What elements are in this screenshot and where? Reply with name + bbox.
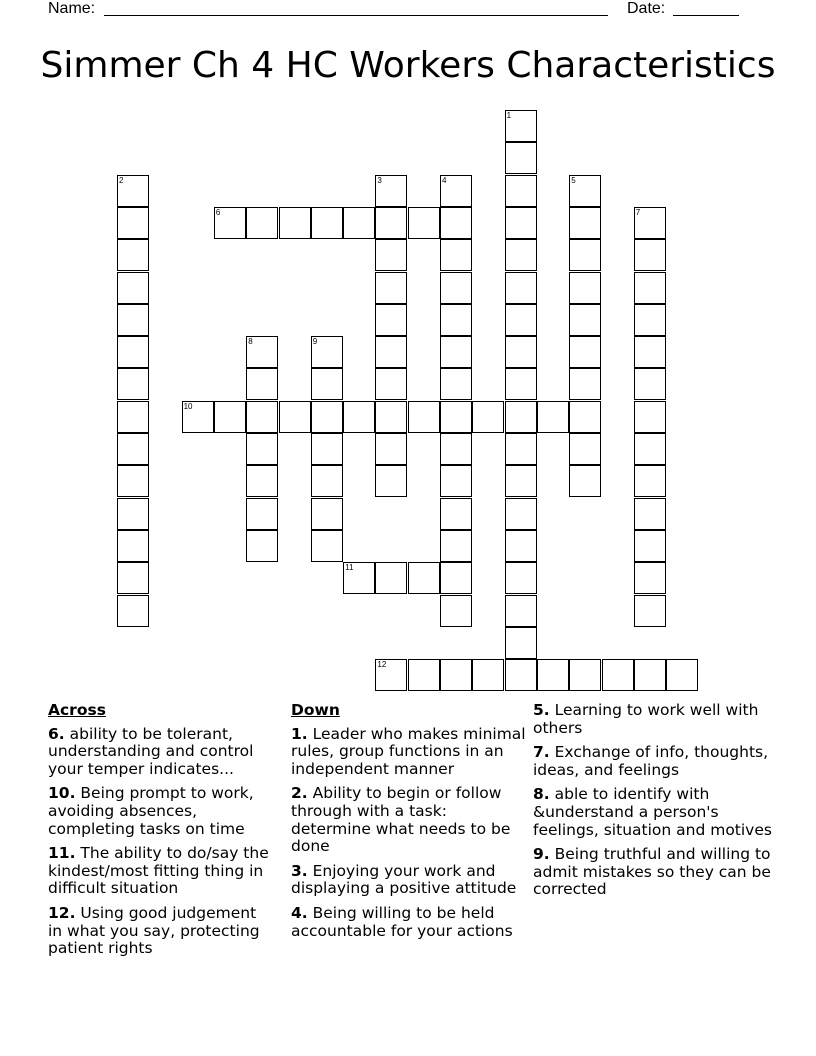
grid-cell[interactable] (505, 304, 537, 336)
grid-cell[interactable] (117, 304, 149, 336)
across-clue-10 (48, 785, 273, 838)
grid-cell[interactable] (505, 175, 537, 207)
cell-number: 9 (312, 337, 318, 347)
grid-cell[interactable] (311, 401, 343, 433)
clue-number: 3. (291, 861, 308, 880)
grid-cell[interactable] (634, 562, 666, 594)
grid-cell[interactable] (375, 304, 407, 336)
grid-cell[interactable] (408, 401, 440, 433)
across-clue-11 (48, 845, 273, 898)
clue-text: Using good judgement in what you say, protecting patient rights (48, 903, 260, 958)
across-heading: Across (48, 701, 106, 719)
grid-cell[interactable] (505, 465, 537, 497)
grid-cell[interactable] (634, 272, 666, 304)
clue-text: The ability to do/say the kindest/most fitting thing in difficult situation (48, 844, 269, 898)
grid-cell[interactable] (246, 368, 278, 400)
grid-cell[interactable] (634, 207, 666, 239)
clue-number: 1. (291, 724, 308, 743)
clue-number: 7. (533, 743, 550, 762)
cell-number: 2 (119, 175, 124, 185)
grid-cell[interactable] (472, 401, 504, 433)
grid-cell[interactable] (117, 498, 149, 530)
grid-cell[interactable] (279, 401, 311, 433)
grid-cell[interactable] (440, 239, 472, 271)
clue-text: Ability to begin or follow through with a task: determine what needs to be done (291, 784, 511, 856)
page-title: Simmer Ch 4 HC Workers Characteristics (40, 45, 776, 86)
clue-number: 9. (533, 845, 550, 864)
grid-cell[interactable] (375, 401, 407, 433)
clue-text: Learning to work well with others (533, 701, 759, 737)
grid-cell[interactable] (246, 336, 278, 368)
clue-number: 6. (48, 724, 65, 743)
grid-cell[interactable] (505, 239, 537, 271)
cell-number: 7 (635, 207, 641, 217)
clue-text: Being willing to be held accountable for your actions (291, 903, 513, 940)
clue-number: 12. (48, 903, 76, 922)
down-clue-8 (533, 786, 773, 839)
grid-cell[interactable] (634, 465, 666, 497)
clue-text: Leader who makes minimal rules, group functions in an independent manner (291, 724, 526, 778)
grid-cell[interactable] (440, 562, 472, 594)
down-clue-2 (291, 785, 526, 855)
down-heading: Down (291, 701, 340, 719)
date-label: Date: (627, 0, 666, 17)
grid-cell[interactable] (505, 207, 537, 239)
grid-cell[interactable] (117, 368, 149, 400)
cell-number: 10 (183, 401, 193, 411)
grid-cell[interactable] (375, 175, 407, 207)
grid-cell[interactable] (375, 562, 407, 594)
clue-text: Enjoying your work and displaying a positive attitude (291, 861, 517, 898)
down-clue-1 (291, 726, 526, 779)
grid-cell[interactable] (440, 175, 472, 207)
clue-text: able to identify with &understand a person's feelings, situation and motives (533, 785, 772, 839)
grid-cell[interactable] (117, 401, 149, 433)
grid-cell[interactable] (117, 272, 149, 304)
grid-cell[interactable] (505, 142, 537, 174)
down-clue-5 (533, 702, 773, 737)
down-clues (291, 702, 526, 947)
grid-cell[interactable] (440, 498, 472, 530)
cell-number: 11 (345, 563, 354, 573)
down-clues-continued (533, 702, 773, 906)
grid-cell[interactable] (440, 304, 472, 336)
grid-cell[interactable] (634, 368, 666, 400)
grid-cell[interactable] (246, 207, 278, 239)
grid-cell[interactable] (505, 368, 537, 400)
grid-cell[interactable] (182, 401, 214, 433)
clue-text: Being prompt to work, avoiding absences, completing tasks on time (48, 784, 254, 838)
grid-cell[interactable] (214, 401, 246, 433)
grid-cell[interactable] (634, 595, 666, 627)
grid-cell[interactable] (343, 562, 375, 594)
grid-cell[interactable] (440, 659, 472, 691)
grid-cell[interactable] (440, 336, 472, 368)
grid-cell[interactable] (569, 272, 601, 304)
cell-number: 8 (248, 337, 253, 347)
across-clue-6 (48, 726, 273, 779)
grid-cell[interactable] (117, 239, 149, 271)
grid-cell[interactable] (634, 336, 666, 368)
clue-text: ability to be tolerant, understanding and control your temper indicates... (48, 724, 254, 778)
grid-cell[interactable] (375, 207, 407, 239)
grid-cell[interactable] (343, 207, 375, 239)
grid-cell[interactable] (117, 175, 149, 207)
grid-cell[interactable] (311, 465, 343, 497)
down-clue-9 (533, 846, 773, 899)
grid-cell[interactable] (279, 207, 311, 239)
grid-cell[interactable] (505, 272, 537, 304)
grid-cell[interactable] (117, 207, 149, 239)
clue-number: 10. (48, 784, 76, 803)
grid-cell[interactable] (569, 336, 601, 368)
grid-cell[interactable] (311, 433, 343, 465)
grid-cell[interactable] (634, 239, 666, 271)
clue-text: Being truthful and willing to admit mistakes so they can be corrected (533, 845, 771, 899)
grid-cell[interactable] (440, 530, 472, 562)
clue-number: 4. (291, 903, 308, 922)
grid-cell[interactable] (472, 659, 504, 691)
grid-cell[interactable] (117, 433, 149, 465)
grid-cell[interactable] (634, 401, 666, 433)
grid-cell[interactable] (375, 465, 407, 497)
cell-number: 4 (442, 175, 447, 185)
grid-cell[interactable] (311, 498, 343, 530)
grid-cell[interactable] (505, 595, 537, 627)
cell-number: 12 (377, 660, 387, 670)
grid-cell[interactable] (117, 336, 149, 368)
grid-cell[interactable] (375, 659, 407, 691)
grid-cell[interactable] (246, 401, 278, 433)
grid-cell[interactable] (505, 401, 537, 433)
grid-cell[interactable] (634, 304, 666, 336)
grid-cell[interactable] (537, 401, 569, 433)
grid-cell[interactable] (311, 368, 343, 400)
grid-cell[interactable] (440, 272, 472, 304)
grid-cell[interactable] (408, 207, 440, 239)
grid-cell[interactable] (440, 433, 472, 465)
grid-cell[interactable] (634, 530, 666, 562)
grid-cell[interactable] (505, 336, 537, 368)
grid-cell[interactable] (505, 530, 537, 562)
grid-cell[interactable] (505, 562, 537, 594)
grid-cell[interactable] (408, 562, 440, 594)
grid-cell[interactable] (343, 401, 375, 433)
grid-cell[interactable] (569, 207, 601, 239)
cell-number: 1 (506, 111, 512, 120)
grid-cell[interactable] (505, 433, 537, 465)
clue-number: 2. (291, 784, 308, 803)
grid-cell[interactable] (246, 530, 278, 562)
grid-cell[interactable] (311, 207, 343, 239)
grid-cell[interactable] (569, 465, 601, 497)
grid-cell[interactable] (375, 433, 407, 465)
grid-cell[interactable] (602, 659, 634, 691)
grid-cell[interactable] (569, 239, 601, 271)
grid-cell[interactable] (117, 465, 149, 497)
grid-cell[interactable] (246, 433, 278, 465)
down-clue-7 (533, 744, 773, 779)
grid-cell[interactable] (569, 401, 601, 433)
grid-cell[interactable] (117, 595, 149, 627)
name-label: Name: (48, 0, 96, 17)
across-clue-12 (48, 905, 273, 958)
grid-cell[interactable] (440, 595, 472, 627)
grid-cell[interactable] (634, 659, 666, 691)
cell-number: 5 (571, 175, 576, 185)
clue-text: Exchange of info, thoughts, ideas, and feelings (533, 743, 769, 779)
grid-cell[interactable] (569, 304, 601, 336)
grid-cell[interactable] (505, 627, 537, 659)
grid-cell[interactable] (634, 498, 666, 530)
grid-cell[interactable] (117, 562, 149, 594)
cell-number: 6 (215, 207, 221, 217)
clue-number: 8. (533, 785, 550, 804)
grid-cell[interactable] (246, 465, 278, 497)
grid-cell[interactable] (117, 530, 149, 562)
grid-cell[interactable] (214, 207, 246, 239)
grid-cell[interactable] (440, 207, 472, 239)
grid-cell[interactable] (666, 659, 698, 691)
grid-cell[interactable] (440, 401, 472, 433)
grid-cell[interactable] (408, 659, 440, 691)
grid-cell[interactable] (311, 336, 343, 368)
grid-cell[interactable] (375, 336, 407, 368)
grid-cell[interactable] (569, 368, 601, 400)
grid-cell[interactable] (246, 498, 278, 530)
grid-cell[interactable] (375, 368, 407, 400)
grid-cell[interactable] (505, 110, 537, 142)
grid-cell[interactable] (569, 659, 601, 691)
grid-cell[interactable] (569, 175, 601, 207)
grid-cell[interactable] (505, 659, 537, 691)
grid-cell[interactable] (569, 433, 601, 465)
grid-cell[interactable] (440, 368, 472, 400)
grid-cell[interactable] (505, 498, 537, 530)
down-clue-3 (291, 863, 526, 898)
grid-cell[interactable] (375, 239, 407, 271)
grid-cell[interactable] (375, 272, 407, 304)
clue-number: 5. (533, 701, 550, 719)
grid-cell[interactable] (537, 659, 569, 691)
grid-cell[interactable] (634, 433, 666, 465)
grid-cell[interactable] (440, 465, 472, 497)
cell-number: 3 (377, 175, 382, 185)
clue-number: 11. (48, 844, 76, 863)
across-clues (48, 702, 273, 965)
down-clue-4 (291, 905, 526, 940)
grid-cell[interactable] (311, 530, 343, 562)
